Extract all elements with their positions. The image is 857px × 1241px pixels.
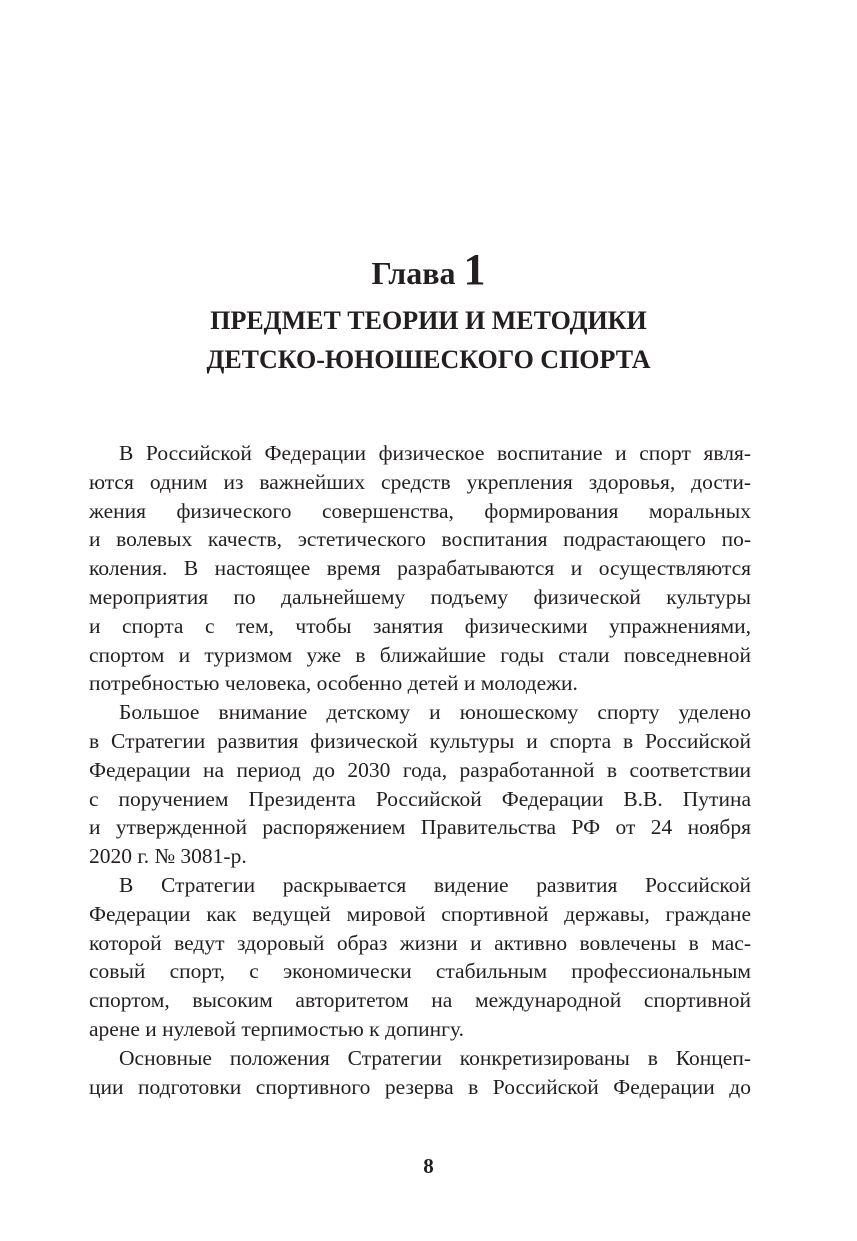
- text-line: спортом, высоким авторитетом на международной спортивной: [89, 988, 751, 1013]
- chapter-title-line: ДЕТСКО-ЮНОШЕСКОГО СПОРТА: [206, 345, 651, 374]
- chapter-title-line: ПРЕДМЕТ ТЕОРИИ И МЕТОДИКИ: [210, 306, 647, 335]
- text-line: в Стратегии развития физической культуры и спорта в Российской: [89, 728, 751, 753]
- text-line: спортом и туризмом уже в ближайшие годы стали повседневной: [89, 642, 751, 667]
- text-line: и спорта с тем, чтобы занятия физическими упражнениями,: [89, 613, 751, 638]
- chapter-heading: [0, 245, 857, 294]
- text-line: В Стратегии раскрывается видение развития Российской: [119, 872, 751, 897]
- text-line: Большое внимание детскому и юношескому спорту уделено: [119, 700, 751, 725]
- page-number: 8: [423, 1154, 434, 1178]
- text-line: мероприятия по дальнейшему подъему физической культуры: [89, 584, 751, 609]
- text-line: 2020 г. № 3081-р.: [89, 844, 247, 869]
- chapter-number: 1: [463, 245, 486, 294]
- text-line: потребностью человека, особенно детей и молодежи.: [89, 671, 578, 696]
- text-line: В Российской Федерации физическое воспитание и спорт явля-: [119, 441, 751, 465]
- text-line: арене и нулевой терпимостью к допингу.: [89, 1016, 464, 1041]
- text-line: которой ведут здоровый образ жизни и активно вовлечены в мас-: [89, 930, 751, 955]
- paragraph: [89, 439, 751, 698]
- text-line: с поручением Президента Российской Федерации В.В. Путина: [89, 786, 751, 811]
- text-line: и утвержденной распоряжением Правительства РФ от 24 ноября: [89, 815, 751, 840]
- chapter-title: [0, 301, 857, 379]
- chapter-word: Глава: [371, 255, 456, 291]
- paragraph: [89, 871, 751, 1044]
- text-line: коления. В настоящее время разрабатываются и осуществляются: [89, 556, 751, 581]
- text-line: ции подготовки спортивного резерва в Российской Федерации до: [89, 1074, 751, 1099]
- text-line: Федерации на период до 2030 года, разработанной в соответствии: [89, 757, 751, 782]
- text-line: ются одним из важнейших средств укрепления здоровья, дости-: [89, 469, 751, 494]
- paragraph: [89, 698, 751, 871]
- paragraph: [89, 1044, 751, 1102]
- text-line: и волевых качеств, эстетического воспитания подрастающего по-: [89, 527, 751, 552]
- text-line: Федерации как ведущей мировой спортивной державы, граждане: [89, 901, 751, 926]
- text-line: Основные положения Стратегии конкретизированы в Концеп-: [119, 1045, 751, 1070]
- body-text: [89, 439, 751, 1101]
- text-line: жения физического совершенства, формирования моральных: [89, 498, 751, 523]
- text-line: совый спорт, с экономически стабильным профессиональным: [89, 959, 751, 984]
